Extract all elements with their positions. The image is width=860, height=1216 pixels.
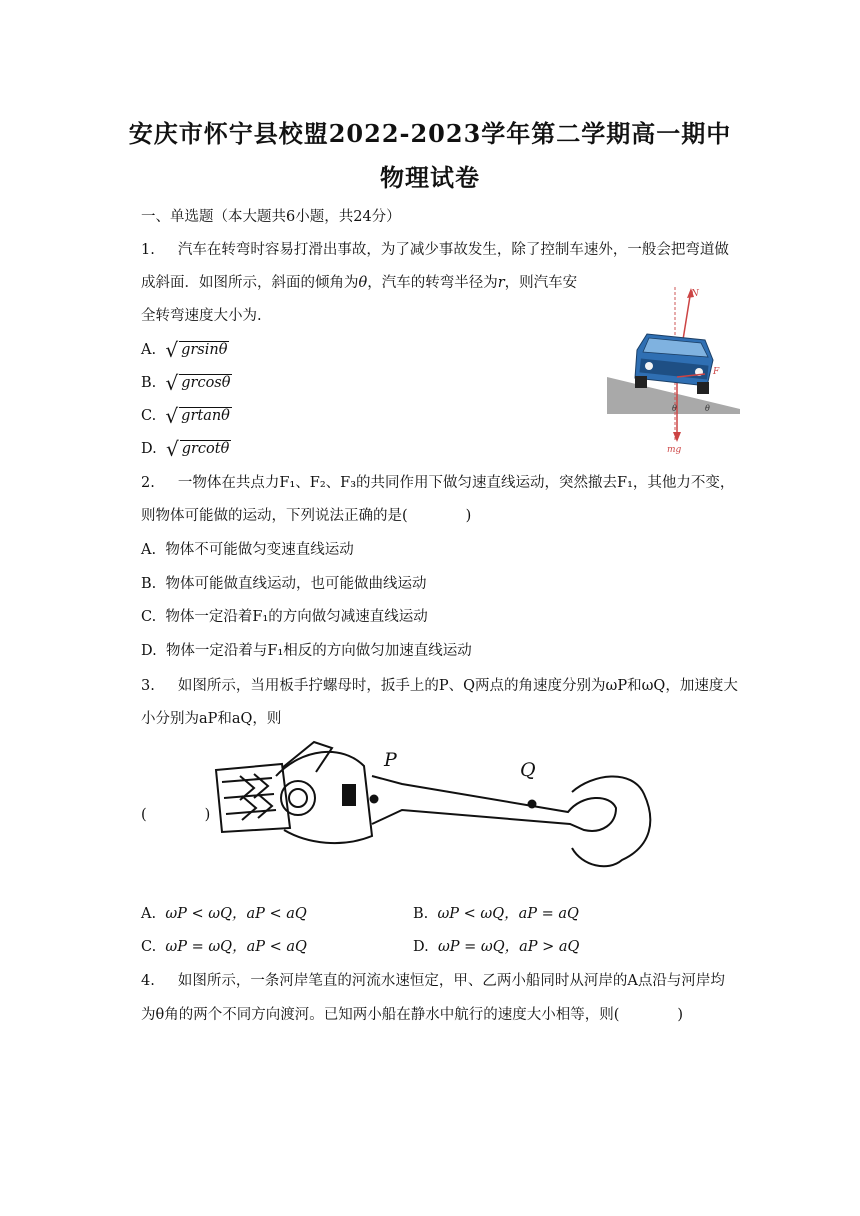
q1-number: 1. (141, 242, 155, 258)
q4-text-1: 如图所示，一条河岸笔直的河流水速恒定，甲、乙两小船同时从河岸的A点沿与河岸均 (177, 973, 725, 989)
q1-text-2a: 成斜面．如图所示，斜面的倾角为 (141, 275, 359, 291)
q3-option-d-text: ωP = ωQ，aP > aQ (437, 939, 580, 955)
q3-option-c-text: ωP = ωQ，aP < aQ (165, 939, 307, 955)
label-mg: mg (667, 445, 682, 455)
exam-subtitle: 物理试卷 (380, 163, 480, 192)
point-P (370, 795, 379, 804)
q4-number: 4. (141, 973, 155, 989)
q1-option-d-expr: grcotθ (181, 441, 230, 457)
wrench-upper-jaw (282, 742, 332, 772)
q4-line1 (141, 969, 725, 990)
q1-line3: 全转弯速度大小为. (141, 308, 262, 324)
q2-line2: 则物体可能做的运动，下列说法正确的是( ) (141, 508, 472, 524)
q3-line2: 小分别为aP和aQ，则 (141, 711, 282, 727)
q3-text-1: 如图所示，当用板手拧螺母时，扳手上的P、Q两点的角速度分别为ωP和ωQ，加速度大 (177, 678, 738, 694)
car-icon (635, 334, 713, 394)
q2-option-c (141, 605, 428, 626)
wrench-figure (212, 738, 660, 878)
point-Q (528, 800, 537, 809)
wrench-knob (342, 784, 356, 806)
section-heading: 一、单选题（本大题共6小题，共24分） (141, 209, 401, 225)
label-Q: Q (520, 759, 536, 781)
q1-text-2b: ，汽车的转弯半径为 (367, 275, 498, 291)
q2-number: 2. (141, 475, 155, 491)
q3-option-c-label: C. (141, 939, 157, 955)
q3-answer-paren: ( ) (141, 807, 211, 823)
q2-option-a-label: A. (141, 542, 157, 558)
q2-option-b-label: B. (141, 576, 157, 592)
q3-option-d (413, 935, 579, 956)
q2-option-a (141, 538, 354, 559)
q1-option-a: A. √ grsinθ (141, 338, 228, 362)
label-F: F (713, 367, 720, 377)
q2-option-b (141, 572, 426, 593)
q3-option-a-label: A. (141, 906, 157, 922)
q2-option-c-text: 物体一定沿着F₁的方向做匀减速直线运动 (165, 609, 428, 625)
q1-line2 (141, 271, 577, 292)
banked-road-car-figure (605, 282, 745, 457)
exam-title: 安庆市怀宁县校盟2022-2023学年第二学期高一期中 (128, 119, 732, 148)
gravity-arrow-head (673, 432, 681, 442)
q3-option-a-text: ωP < ωQ，aP < aQ (165, 906, 307, 922)
q1-text-2c: ，则汽车安 (504, 275, 578, 291)
q1-option-d: D. √ grcotθ (141, 437, 230, 461)
wrench-head (276, 752, 372, 843)
q1-option-d-label: D. (141, 441, 157, 457)
q1-option-c-expr: grtanθ (181, 408, 230, 424)
q1-r: r (497, 275, 505, 291)
q4-line2: 为θ角的两个不同方向渡河。已知两小船在静水中航行的速度大小相等，则( ) (141, 1007, 684, 1023)
q1-option-b: B. √ grcosθ (141, 371, 231, 395)
q3-line1 (141, 674, 738, 695)
q2-option-b-text: 物体可能做直线运动，也可能做曲线运动 (165, 576, 427, 592)
q3-option-a (141, 902, 307, 923)
q3-option-b (413, 902, 579, 923)
label-N: N (691, 289, 699, 299)
q1-option-a-expr: grsinθ (181, 342, 228, 358)
q1-option-c-label: C. (141, 408, 157, 424)
q1-theta: θ (358, 275, 368, 291)
wrench-handle (372, 776, 616, 831)
q1-option-c: C. √ grtanθ (141, 404, 230, 428)
label-theta-2: θ (705, 404, 710, 413)
q2-option-d-text: 物体一定沿着与F₁相反的方向做匀加速直线运动 (165, 643, 472, 659)
q2-line1 (141, 471, 734, 492)
q1-text-1: 汽车在转弯时容易打滑出事故，为了减少事故发生，除了控制车速外，一般会把弯道做 (177, 242, 729, 258)
q1-line1 (141, 238, 729, 259)
q1-option-b-label: B. (141, 375, 157, 391)
q2-option-d-label: D. (141, 643, 157, 659)
wrench-worm-inner (289, 789, 307, 807)
label-P: P (384, 749, 397, 771)
q2-text-1: 一物体在共点力F₁、F₂、F₃的共同作用下做匀速直线运动，突然撤去F₁，其他力不变， (177, 475, 735, 491)
q3-number: 3. (141, 678, 155, 694)
q2-option-a-text: 物体不可能做匀变速直线运动 (165, 542, 354, 558)
q3-option-b-text: ωP < ωQ，aP = aQ (437, 906, 579, 922)
q2-option-d (141, 639, 472, 660)
q3-option-c (141, 935, 307, 956)
q3-option-b-label: B. (413, 906, 429, 922)
q3-option-d-label: D. (413, 939, 429, 955)
q1-option-a-label: A. (141, 342, 157, 358)
label-theta-1: θ (672, 404, 677, 413)
q1-option-b-expr: grcosθ (181, 375, 231, 391)
q2-option-c-label: C. (141, 609, 157, 625)
